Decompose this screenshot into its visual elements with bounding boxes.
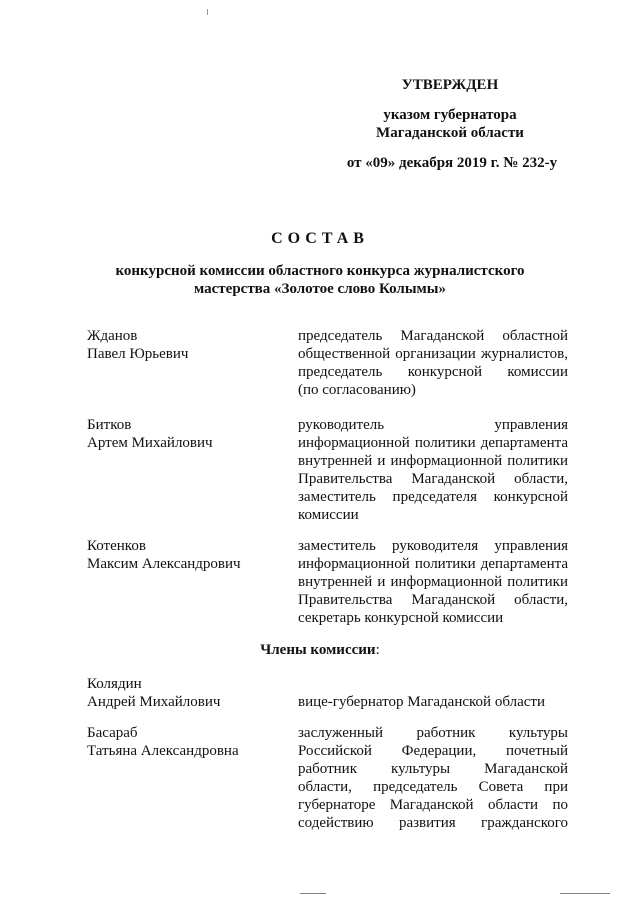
role-line: Правительства Магаданской области, <box>298 592 568 608</box>
role-line: информационной политики департамента <box>298 556 568 572</box>
person-surname: Жданов <box>87 328 138 344</box>
person-surname: Колядин <box>87 676 142 692</box>
role-line: вице-губернатор Магаданской области <box>298 694 545 710</box>
role-line: Правительства Магаданской области, <box>298 471 568 487</box>
person-surname: Котенков <box>87 538 146 554</box>
role-line: заслуженный работник культуры <box>298 725 568 741</box>
person-role <box>298 724 568 832</box>
person-given-name: Павел Юрьевич <box>87 346 189 362</box>
scan-speck <box>300 893 326 894</box>
approval-line-2: Магаданской области <box>376 125 524 141</box>
person-given-name: Максим Александрович <box>87 556 241 572</box>
person-role <box>298 416 568 524</box>
role-line: председатель конкурсной комиссии <box>298 364 568 380</box>
document-title: СОСТАВ <box>271 230 369 247</box>
role-line: заместитель председателя конкурсной <box>298 489 568 505</box>
scan-speck <box>207 9 208 15</box>
role-line: внутренней и информационной политики <box>298 453 568 469</box>
role-line: председатель Магаданской областной <box>298 328 568 344</box>
person-given-name: Артем Михайлович <box>87 435 213 451</box>
role-line: Российской Федерации, почетный <box>298 743 568 759</box>
role-line: работник культуры Магаданской <box>298 761 568 777</box>
role-line: руководитель управления <box>298 417 568 433</box>
approval-date-number: от «09» декабря 2019 г. № 232-у <box>346 155 558 171</box>
members-heading <box>0 642 640 659</box>
role-line: комиссии <box>298 507 359 523</box>
person-role <box>298 693 568 711</box>
role-line: внутренней и информационной политики <box>298 574 568 590</box>
approval-heading: УТВЕРЖДЕН <box>401 77 499 93</box>
scan-speck <box>560 893 610 894</box>
document-subtitle-line-2: мастерства «Золотое слово Колымы» <box>194 281 446 297</box>
person-surname: Басараб <box>87 725 138 741</box>
person-role <box>298 327 568 399</box>
role-line: секретарь конкурсной комиссии <box>298 610 504 626</box>
members-heading-colon: : <box>375 642 380 658</box>
role-line: губернаторе Магаданской области по <box>298 797 568 813</box>
role-line: общественной организации журналистов, <box>298 346 568 362</box>
role-line: информационной политики департамента <box>298 435 568 451</box>
role-line: области, председатель Совета при <box>298 779 568 795</box>
role-line: содействию развития гражданского <box>298 815 568 831</box>
role-line: заместитель руководителя управления <box>298 538 568 554</box>
person-role <box>298 537 568 627</box>
approval-line-1: указом губернатора <box>383 107 517 123</box>
role-line: (по согласованию) <box>298 382 416 398</box>
person-given-name: Татьяна Александровна <box>87 743 239 759</box>
person-given-name: Андрей Михайлович <box>87 694 221 710</box>
document-subtitle-line-1: конкурсной комиссии областного конкурса журналистского <box>115 263 525 279</box>
members-heading-text: Члены комиссии <box>260 642 376 658</box>
person-surname: Битков <box>87 417 132 433</box>
